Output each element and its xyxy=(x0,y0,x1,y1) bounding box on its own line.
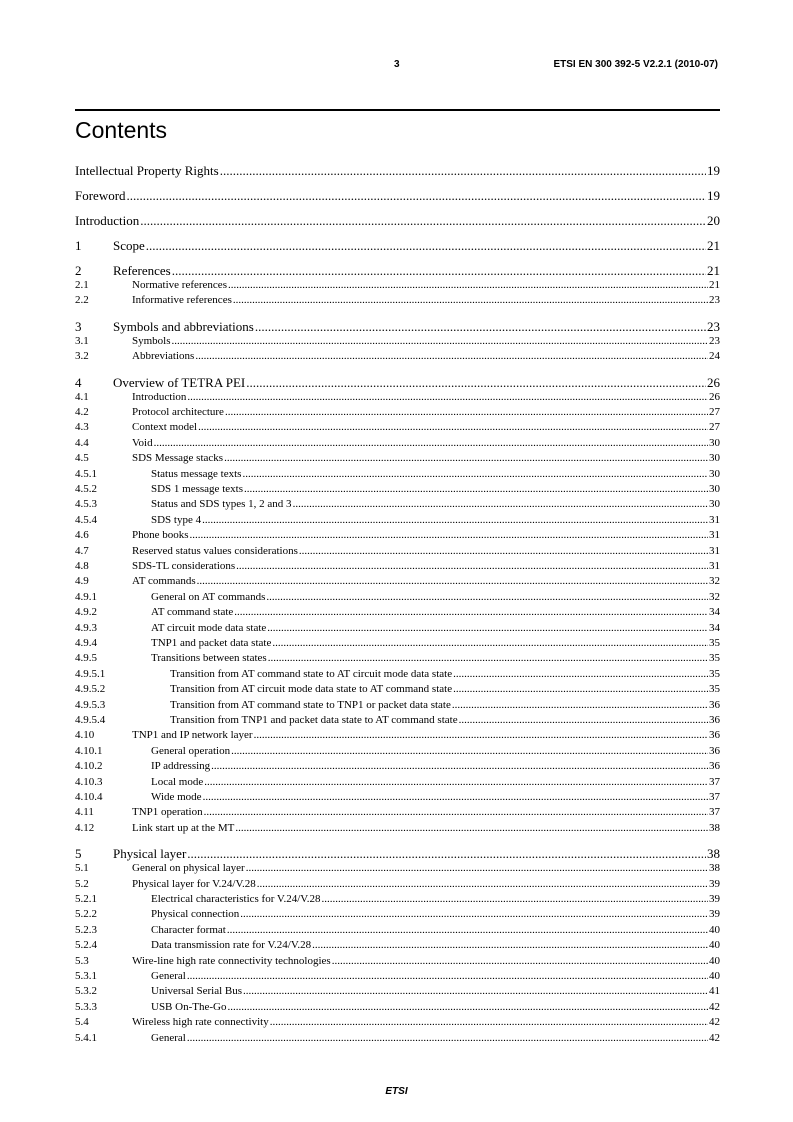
toc-entry-title: AT command state xyxy=(151,606,234,619)
toc-dot-leader xyxy=(231,745,708,757)
toc-entry-title: SDS type 4 xyxy=(151,513,202,526)
toc-entry-number: 5 xyxy=(75,846,82,862)
toc-entry[interactable] xyxy=(75,806,720,820)
toc-entry-page: 40 xyxy=(709,954,720,967)
toc-entry-page: 32 xyxy=(709,575,720,588)
toc-entry-page: 36 xyxy=(709,714,720,726)
toc-dot-leader xyxy=(255,319,706,335)
toc-dot-leader xyxy=(187,846,706,862)
toc-dot-leader xyxy=(272,637,708,649)
toc-dot-leader xyxy=(195,350,708,362)
toc-dot-leader xyxy=(187,970,708,982)
toc-entry[interactable] xyxy=(75,263,720,279)
toc-entry-title: General xyxy=(151,970,186,982)
toc-entry[interactable] xyxy=(75,970,720,984)
toc-entry-title: Status and SDS types 1, 2 and 3 xyxy=(151,498,292,511)
toc-entry[interactable] xyxy=(75,822,720,836)
toc-entry-page: 32 xyxy=(709,590,720,603)
toc-entry-title: SDS 1 message texts xyxy=(151,483,243,495)
toc-entry-title: General xyxy=(151,1031,186,1044)
toc-entry-page: 37 xyxy=(709,775,720,788)
toc-dot-leader xyxy=(235,822,708,834)
toc-dot-leader xyxy=(225,406,708,418)
toc-entry-title: Reserved status values considerations xyxy=(132,544,298,557)
toc-dot-leader xyxy=(187,391,708,403)
toc-entry[interactable] xyxy=(75,846,720,862)
toc-entry-title: Informative references xyxy=(132,294,232,307)
toc-entry-number: 4.10.4 xyxy=(75,791,103,803)
toc-dot-leader xyxy=(224,452,708,464)
toc-entry[interactable] xyxy=(75,760,720,774)
toc-entry-page: 37 xyxy=(709,791,720,803)
toc-dot-leader xyxy=(243,985,708,997)
toc-entry-page: 31 xyxy=(709,529,720,542)
toc-entry-title: Local mode xyxy=(151,775,204,788)
toc-entry[interactable] xyxy=(75,1001,720,1015)
toc-entry-number: 4.9.5.4 xyxy=(75,714,106,726)
toc-entry-number: 4.9.3 xyxy=(75,621,97,634)
toc-entry-title: Symbols and abbreviations xyxy=(113,318,254,334)
toc-entry[interactable] xyxy=(75,350,720,364)
toc-entry[interactable] xyxy=(75,238,720,254)
toc-entry-page: 35 xyxy=(709,637,720,649)
toc-entry-page: 21 xyxy=(707,263,720,278)
toc-entry-number: 2 xyxy=(75,263,82,278)
toc-entry[interactable] xyxy=(75,1032,720,1046)
toc-entry[interactable] xyxy=(75,985,720,999)
toc-entry-page: 39 xyxy=(709,908,720,921)
toc-entry-page: 23 xyxy=(707,318,720,334)
toc-entry-title: Protocol architecture xyxy=(132,406,224,418)
toc-entry-title: Physical connection xyxy=(151,908,240,921)
toc-entry[interactable] xyxy=(75,637,720,651)
toc-dot-leader xyxy=(172,335,708,347)
toc-entry-page: 39 xyxy=(709,893,720,905)
toc-entry-title: References xyxy=(113,263,171,278)
toc-entry[interactable] xyxy=(75,745,720,759)
toc-entry-number: 5.3.1 xyxy=(75,970,97,982)
toc-entry-title: Wireless high rate connectivity xyxy=(132,1016,269,1029)
toc-entry[interactable] xyxy=(75,939,720,953)
toc-entry-number: 4.12 xyxy=(75,821,95,834)
toc-entry[interactable] xyxy=(75,699,720,713)
toc-entry-number: 5.3.3 xyxy=(75,1000,97,1013)
toc-entry-page: 23 xyxy=(709,294,720,307)
toc-entry[interactable] xyxy=(75,188,720,204)
toc-entry-title: Scope xyxy=(113,238,145,253)
toc-entry-number: 5.2 xyxy=(75,877,89,890)
toc-dot-leader xyxy=(453,668,708,680)
toc-entry[interactable] xyxy=(75,498,720,512)
toc-entry-title: AT commands xyxy=(132,575,196,588)
toc-entry-page: 40 xyxy=(709,923,720,936)
toc-entry-number: 3.1 xyxy=(75,334,89,347)
toc-entry[interactable] xyxy=(75,622,720,636)
toc-entry[interactable] xyxy=(75,924,720,938)
toc-entry-number: 4 xyxy=(75,374,82,390)
toc-entry-number: 4.4 xyxy=(75,436,89,449)
toc-entry-number: 4.3 xyxy=(75,421,89,434)
toc-entry-page: 35 xyxy=(709,652,720,665)
toc-entry[interactable] xyxy=(75,591,720,605)
toc-dot-leader xyxy=(257,878,708,890)
toc-entry[interactable] xyxy=(75,437,720,451)
toc-entry-number: 4.9.1 xyxy=(75,590,97,603)
toc-dot-leader xyxy=(242,468,708,480)
toc-dot-leader xyxy=(227,924,708,936)
toc-entry-title: Data transmission rate for V.24/V.28 xyxy=(151,939,312,952)
toc-dot-leader xyxy=(246,862,708,874)
toc-entry-page: 19 xyxy=(707,163,720,178)
toc-entry-number: 4.9.4 xyxy=(75,637,97,649)
toc-entry-page: 36 xyxy=(709,698,720,711)
toc-dot-leader xyxy=(233,294,708,306)
toc-entry-title: Character format xyxy=(151,923,226,936)
toc-entry-page: 41 xyxy=(709,985,720,998)
toc-dot-leader xyxy=(146,238,706,254)
toc-entry[interactable] xyxy=(75,421,720,435)
toc-entry-page: 38 xyxy=(709,821,720,834)
toc-entry[interactable] xyxy=(75,294,720,308)
toc-entry[interactable] xyxy=(75,606,720,620)
toc-entry[interactable] xyxy=(75,391,720,405)
toc-dot-leader xyxy=(268,652,708,664)
toc-dot-leader xyxy=(187,1032,708,1044)
toc-dot-leader xyxy=(204,776,708,788)
toc-entry-page: 34 xyxy=(709,621,720,634)
toc-entry[interactable] xyxy=(75,375,720,391)
toc-entry-title: SDS Message stacks xyxy=(132,452,224,465)
toc-entry-number: 4.10 xyxy=(75,729,95,742)
toc-entry-page: 24 xyxy=(709,350,720,363)
toc-dot-leader xyxy=(211,760,708,772)
toc-entry[interactable] xyxy=(75,163,720,179)
toc-entry-number: 5.2.2 xyxy=(75,908,97,921)
toc-entry-number: 4.9.5.1 xyxy=(75,667,106,680)
toc-entry-page: 19 xyxy=(707,188,720,203)
toc-entry-page: 42 xyxy=(709,1031,720,1044)
toc-entry-number: 4.5.1 xyxy=(75,467,97,480)
toc-entry-page: 40 xyxy=(709,970,720,982)
toc-dot-leader xyxy=(299,545,708,557)
toc-dot-leader xyxy=(228,279,708,291)
toc-entry[interactable] xyxy=(75,893,720,907)
toc-entry-page: 30 xyxy=(709,436,720,449)
toc-entry-number: 4.1 xyxy=(75,390,89,403)
toc-entry[interactable] xyxy=(75,862,720,876)
toc-entry[interactable] xyxy=(75,319,720,335)
toc-entry-number: 5.1 xyxy=(75,862,89,875)
toc-entry-number: 3 xyxy=(75,318,82,334)
toc-dot-leader xyxy=(202,514,708,526)
toc-dot-leader xyxy=(127,188,706,204)
toc-entry[interactable] xyxy=(75,683,720,697)
toc-entry-title: Intellectual Property Rights xyxy=(75,163,219,178)
toc-entry-page: 39 xyxy=(709,877,720,890)
toc-entry-page: 36 xyxy=(709,729,720,742)
toc-entry-number: 5.2.4 xyxy=(75,939,97,952)
toc-entry-title: General on AT commands xyxy=(151,590,266,603)
toc-entry-page: 26 xyxy=(709,390,720,403)
toc-entry-number: 4.5.4 xyxy=(75,513,97,526)
toc-dot-leader xyxy=(266,591,708,603)
toc-dot-leader xyxy=(459,714,708,726)
toc-entry[interactable] xyxy=(75,878,720,892)
toc-entry-page: 20 xyxy=(707,213,720,228)
toc-entry-number: 5.4 xyxy=(75,1016,89,1029)
toc-dot-leader xyxy=(198,421,708,433)
toc-dot-leader xyxy=(453,683,708,695)
toc-dot-leader xyxy=(203,791,708,803)
toc-entry-number: 4.5.2 xyxy=(75,483,97,495)
toc-entry-page: 38 xyxy=(707,846,720,862)
toc-entry[interactable] xyxy=(75,560,720,574)
toc-entry-title: AT circuit mode data state xyxy=(151,621,267,634)
toc-entry-number: 4.5 xyxy=(75,452,89,465)
toc-entry-title: Void xyxy=(132,436,153,449)
toc-entry-number: 5.2.3 xyxy=(75,923,97,936)
toc-entry-title: Physical layer xyxy=(113,846,187,862)
toc-entry-title: Transition from TNP1 and packet data state to AT command state xyxy=(170,714,458,726)
toc-entry-page: 34 xyxy=(709,606,720,619)
toc-dot-leader xyxy=(322,893,708,905)
toc-entry[interactable] xyxy=(75,213,720,229)
toc-entry[interactable] xyxy=(75,776,720,790)
toc-entry-page: 21 xyxy=(709,279,720,291)
toc-entry[interactable] xyxy=(75,729,720,743)
toc-entry-page: 42 xyxy=(709,1016,720,1029)
toc-entry[interactable] xyxy=(75,335,720,349)
toc-entry-number: 4.9.5.3 xyxy=(75,698,106,711)
toc-entry-number: 4.2 xyxy=(75,406,89,418)
toc-entry-title: Transitions between states xyxy=(151,652,267,665)
toc-entry-title: Transition from AT command state to TNP1 or packet data state xyxy=(170,698,451,711)
toc-entry-number: 5.4.1 xyxy=(75,1031,97,1044)
toc-entry[interactable] xyxy=(75,279,720,293)
toc-entry-number: 4.10.2 xyxy=(75,760,103,773)
toc-dot-leader xyxy=(227,1001,708,1013)
toc-entry[interactable] xyxy=(75,1016,720,1030)
toc-entry-title: SDS-TL considerations xyxy=(132,560,236,572)
toc-entry-title: General on physical layer xyxy=(132,862,245,875)
toc-entry-page: 26 xyxy=(707,374,720,390)
toc-entry-title: Transition from AT command state to AT circuit mode data state xyxy=(170,667,453,680)
toc-dot-leader xyxy=(236,560,708,572)
toc-entry-number: 4.9 xyxy=(75,575,89,588)
toc-entry-title: Wide mode xyxy=(151,791,202,803)
toc-entry[interactable] xyxy=(75,575,720,589)
toc-entry-title: Symbols xyxy=(132,334,171,347)
toc-entry-page: 40 xyxy=(709,939,720,952)
toc-entry-title: Status message texts xyxy=(151,467,242,480)
toc-dot-leader xyxy=(452,699,708,711)
toc-dot-leader xyxy=(246,375,706,391)
toc-dot-leader xyxy=(312,939,708,951)
toc-dot-leader xyxy=(240,908,708,920)
toc-dot-leader xyxy=(172,263,706,279)
toc-dot-leader xyxy=(332,955,708,967)
toc-entry-number: 5.3.2 xyxy=(75,985,97,998)
toc-entry[interactable] xyxy=(75,514,720,528)
toc-entry-number: 1 xyxy=(75,238,82,253)
toc-entry-page: 31 xyxy=(709,513,720,526)
toc-entry-page: 30 xyxy=(709,467,720,480)
toc-entry-number: 4.6 xyxy=(75,529,89,542)
toc-dot-leader xyxy=(234,606,708,618)
toc-entry-title: Physical layer for V.24/V.28 xyxy=(132,877,256,890)
toc-dot-leader xyxy=(204,806,708,818)
toc-entry[interactable] xyxy=(75,714,720,728)
toc-entry-title: IP addressing xyxy=(151,760,211,773)
toc-entry-page: 36 xyxy=(709,760,720,773)
toc-dot-leader xyxy=(190,529,708,541)
toc-entry-number: 4.10.3 xyxy=(75,775,103,788)
toc-entry-title: Overview of TETRA PEI xyxy=(113,374,246,390)
toc-dot-leader xyxy=(140,213,706,229)
toc-entry-number: 5.3 xyxy=(75,954,89,967)
toc-entry[interactable] xyxy=(75,468,720,482)
toc-entry-title: TNP1 and IP network layer xyxy=(132,729,253,742)
toc-entry-page: 21 xyxy=(707,238,720,253)
toc-entry-title: Universal Serial Bus xyxy=(151,985,243,998)
document-id: ETSI EN 300 392-5 V2.2.1 (2010-07) xyxy=(553,59,718,70)
toc-dot-leader xyxy=(270,1016,708,1028)
toc-entry[interactable] xyxy=(75,955,720,969)
toc-entry-title: Link start up at the MT xyxy=(132,821,235,834)
toc-entry-title: USB On-The-Go xyxy=(151,1000,227,1013)
toc-entry-page: 31 xyxy=(709,544,720,557)
toc-entry[interactable] xyxy=(75,452,720,466)
toc-entry-title: General operation xyxy=(151,744,231,757)
toc-entry[interactable] xyxy=(75,483,720,497)
toc-entry-title: Context model xyxy=(132,421,198,434)
toc-entry[interactable] xyxy=(75,791,720,805)
toc-entry-number: 2.1 xyxy=(75,279,89,291)
toc-entry-number: 4.10.1 xyxy=(75,744,103,757)
toc-entry-title: Electrical characteristics for V.24/V.28 xyxy=(151,893,321,905)
toc-entry[interactable] xyxy=(75,406,720,420)
toc-dot-leader xyxy=(267,622,708,634)
toc-entry-number: 4.9.5 xyxy=(75,652,97,665)
toc-entry-title: Introduction xyxy=(132,390,187,403)
toc-entry[interactable] xyxy=(75,652,720,666)
toc-entry-title: Transition from AT circuit mode data state to AT command state xyxy=(170,683,453,696)
toc-entry-page: 30 xyxy=(709,483,720,495)
toc-entry-number: 5.2.1 xyxy=(75,893,97,905)
toc-entry-page: 30 xyxy=(709,498,720,511)
toc-entry-number: 4.9.5.2 xyxy=(75,683,106,696)
toc-entry-page: 35 xyxy=(709,667,720,680)
toc-entry-page: 38 xyxy=(709,862,720,875)
toc-entry-page: 37 xyxy=(709,806,720,819)
footer-publisher: ETSI xyxy=(385,1086,408,1097)
toc-entry-page: 36 xyxy=(709,744,720,757)
toc-entry-number: 3.2 xyxy=(75,350,89,363)
toc-dot-leader xyxy=(197,575,708,587)
toc-entry-page: 42 xyxy=(709,1000,720,1013)
toc-entry-number: 2.2 xyxy=(75,294,89,307)
toc-entry-title: Normative references xyxy=(132,279,227,291)
toc-entry-page: 23 xyxy=(709,334,720,347)
toc-entry-title: TNP1 and packet data state xyxy=(151,637,272,649)
toc-entry[interactable] xyxy=(75,545,720,559)
toc-entry[interactable] xyxy=(75,668,720,682)
toc-dot-leader xyxy=(244,483,708,495)
toc-entry-title: Abbreviations xyxy=(132,350,195,363)
toc-entry-page: 27 xyxy=(709,421,720,434)
toc-entry-page: 31 xyxy=(709,560,720,572)
toc-entry-title: Phone books xyxy=(132,529,189,542)
toc-entry-page: 30 xyxy=(709,452,720,465)
toc-entry[interactable] xyxy=(75,908,720,922)
toc-dot-leader xyxy=(154,437,708,449)
toc-entry-number: 4.8 xyxy=(75,560,89,572)
toc-entry-number: 4.11 xyxy=(75,806,94,819)
toc-entry-page: 35 xyxy=(709,683,720,696)
header-rule xyxy=(75,109,720,111)
page-title: Contents xyxy=(75,117,168,143)
toc-entry-title: Introduction xyxy=(75,213,140,228)
page-number: 3 xyxy=(394,59,400,70)
toc-entry-title: Wire-line high rate connectivity technologies xyxy=(132,954,331,967)
toc-entry-number: 4.9.2 xyxy=(75,606,97,619)
toc-entry-number: 4.5.3 xyxy=(75,498,97,511)
toc-entry-title: Foreword xyxy=(75,188,126,203)
toc-entry[interactable] xyxy=(75,529,720,543)
toc-dot-leader xyxy=(254,729,708,741)
toc-entry-page: 27 xyxy=(709,406,720,418)
toc-dot-leader xyxy=(220,163,706,179)
toc-dot-leader xyxy=(293,498,708,510)
toc-entry-number: 4.7 xyxy=(75,544,89,557)
toc-entry-title: TNP1 operation xyxy=(132,806,203,819)
